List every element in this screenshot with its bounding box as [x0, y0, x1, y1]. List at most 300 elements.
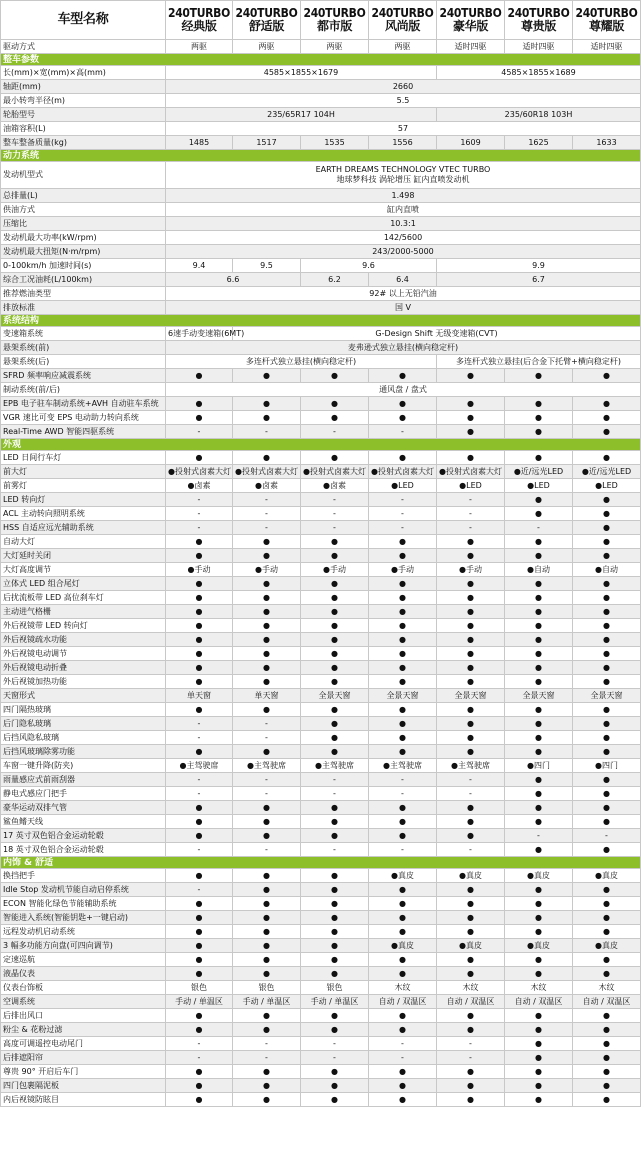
spec-cell: ● [505, 1009, 573, 1023]
spec-cell: ● [369, 619, 437, 633]
spec-cell: - [437, 773, 505, 787]
spec-cell: 1633 [573, 136, 641, 150]
spec-cell: ● [166, 1079, 233, 1093]
table-row [1, 1065, 641, 1079]
spec-cell: ● [573, 773, 641, 787]
spec-cell: - [166, 1051, 233, 1065]
row-label: ECON 智能化绿色节能辅助系统 [1, 897, 166, 911]
spec-cell: 手动 / 单温区 [233, 995, 301, 1009]
spec-cell: ● [437, 397, 505, 411]
spec-cell: ● [301, 967, 369, 981]
table-row [1, 245, 641, 259]
table-row [1, 633, 641, 647]
spec-cell: 235/60R18 103H [437, 108, 641, 122]
spec-cell: ●真皮 [369, 939, 437, 953]
spec-cell: - [301, 1037, 369, 1051]
spec-cell: ● [505, 451, 573, 465]
spec-cell: - [369, 1051, 437, 1065]
spec-cell: ● [505, 549, 573, 563]
section-header [1, 150, 641, 162]
row-label: EPB 电子驻车制动系统+AVH 自动驻车系统 [1, 397, 166, 411]
spec-cell: ● [573, 411, 641, 425]
spec-cell: ● [233, 549, 301, 563]
spec-cell: ● [233, 397, 301, 411]
row-label: 发动机最大扭矩(N·m/rpm) [1, 245, 166, 259]
section-title: 内饰 & 舒适 [1, 857, 641, 869]
spec-cell: ●投射式卤素大灯 [301, 465, 369, 479]
spec-cell: - [369, 773, 437, 787]
row-label: 发动机型式 [1, 162, 166, 189]
table-row [1, 925, 641, 939]
spec-cell: 缸内直喷 [166, 203, 641, 217]
spec-cell: ● [573, 591, 641, 605]
row-label: 高度可调遥控电动尾门 [1, 1037, 166, 1051]
row-label: HSS 自适应远光辅助系统 [1, 521, 166, 535]
spec-cell: - [166, 773, 233, 787]
spec-cell: ● [437, 703, 505, 717]
table-row [1, 911, 641, 925]
spec-cell: 全景天窗 [369, 689, 437, 703]
row-label: 空调系统 [1, 995, 166, 1009]
table-row [1, 507, 641, 521]
spec-cell: - [166, 731, 233, 745]
spec-cell: - [301, 493, 369, 507]
spec-cell: ● [301, 939, 369, 953]
spec-cell: - [437, 493, 505, 507]
table-row [1, 273, 641, 287]
model-header: 240TURBO 尊耀版 [573, 1, 641, 40]
spec-cell: ● [505, 591, 573, 605]
spec-cell: - [369, 843, 437, 857]
row-label: 液晶仪表 [1, 967, 166, 981]
spec-cell: ● [233, 745, 301, 759]
table-row [1, 80, 641, 94]
spec-cell: ● [573, 731, 641, 745]
spec-cell: ● [369, 703, 437, 717]
spec-cell: ● [233, 605, 301, 619]
spec-cell: 1.498 [166, 189, 641, 203]
spec-cell: ●手动 [233, 563, 301, 577]
spec-cell: ● [369, 411, 437, 425]
row-label: 0-100km/h 加速时间(s) [1, 259, 166, 273]
table-row [1, 1023, 641, 1037]
spec-cell: ● [437, 675, 505, 689]
spec-cell: - [369, 425, 437, 439]
spec-cell: ● [573, 703, 641, 717]
spec-cell: - [233, 773, 301, 787]
row-label: 后排出风口 [1, 1009, 166, 1023]
spec-cell: ● [301, 411, 369, 425]
spec-cell: 多连杆式独立悬挂(后合金下托臂+横向稳定杆) [437, 355, 641, 369]
row-label: 立体式 LED 组合尾灯 [1, 577, 166, 591]
spec-cell: ● [369, 549, 437, 563]
spec-cell: ● [505, 1023, 573, 1037]
table-row [1, 953, 641, 967]
spec-cell: ● [233, 953, 301, 967]
spec-cell: ● [301, 897, 369, 911]
spec-cell: ● [166, 451, 233, 465]
spec-cell: 142/5600 [166, 231, 641, 245]
spec-cell: ● [573, 647, 641, 661]
table-row [1, 563, 641, 577]
spec-cell: ● [301, 451, 369, 465]
spec-cell: ● [505, 1037, 573, 1051]
spec-cell: ● [166, 829, 233, 843]
spec-cell: ● [437, 731, 505, 745]
spec-cell: ● [437, 1009, 505, 1023]
spec-cell: ● [437, 967, 505, 981]
row-label: 自动大灯 [1, 535, 166, 549]
spec-cell: ● [505, 801, 573, 815]
spec-cell: ● [573, 605, 641, 619]
spec-cell: - [233, 717, 301, 731]
spec-cell: ● [369, 397, 437, 411]
row-label: 排放标准 [1, 301, 166, 315]
row-label: 车窗一键升降(防夹) [1, 759, 166, 773]
table-row [1, 301, 641, 315]
spec-cell: 235/65R17 104H [166, 108, 437, 122]
table-row [1, 383, 641, 397]
spec-cell: ● [505, 397, 573, 411]
section-title: 动力系统 [1, 150, 641, 162]
spec-cell: ●LED [369, 479, 437, 493]
model-header: 240TURBO 都市版 [301, 1, 369, 40]
spec-cell: 适时四驱 [437, 40, 505, 54]
spec-cell: ● [369, 1009, 437, 1023]
row-label: 鲨鱼鳍天线 [1, 815, 166, 829]
spec-cell: ● [369, 633, 437, 647]
spec-cell: ● [437, 897, 505, 911]
spec-cell: 全景天窗 [573, 689, 641, 703]
spec-cell: ● [233, 591, 301, 605]
spec-cell: ● [437, 925, 505, 939]
spec-cell: EARTH DREAMS TECHNOLOGY VTEC TURBO 地球梦科技 涡轮增压 缸内直喷发动机 [166, 162, 641, 189]
table-row [1, 801, 641, 815]
table-row [1, 327, 641, 341]
spec-cell: ● [166, 535, 233, 549]
spec-cell: ● [505, 661, 573, 675]
table-row [1, 787, 641, 801]
spec-cell: ● [369, 801, 437, 815]
spec-cell: ●真皮 [573, 939, 641, 953]
spec-cell: ● [573, 633, 641, 647]
spec-cell: ● [505, 605, 573, 619]
spec-cell: 自动 / 双温区 [505, 995, 573, 1009]
spec-cell: ● [505, 843, 573, 857]
spec-cell: ● [233, 883, 301, 897]
spec-cell: ● [505, 953, 573, 967]
table-row [1, 479, 641, 493]
spec-cell: ● [301, 619, 369, 633]
spec-cell: 5.5 [166, 94, 641, 108]
table-row [1, 759, 641, 773]
spec-cell: ●真皮 [369, 869, 437, 883]
spec-cell: ●LED [573, 479, 641, 493]
spec-cell: ● [166, 925, 233, 939]
model-header: 240TURBO 舒适版 [233, 1, 301, 40]
spec-cell: 木纹 [369, 981, 437, 995]
spec-cell: 9.5 [233, 259, 301, 273]
spec-cell: ● [166, 577, 233, 591]
table-row [1, 108, 641, 122]
spec-body [1, 40, 641, 1107]
row-label: 轮胎型号 [1, 108, 166, 122]
table-row [1, 1009, 641, 1023]
spec-cell: ● [166, 967, 233, 981]
spec-cell: 银色 [233, 981, 301, 995]
spec-cell: ● [166, 675, 233, 689]
table-row [1, 815, 641, 829]
spec-cell: ● [437, 883, 505, 897]
spec-cell: ●真皮 [505, 869, 573, 883]
spec-cell: 自动 / 双温区 [573, 995, 641, 1009]
spec-cell: - [233, 1051, 301, 1065]
spec-cell: ● [369, 717, 437, 731]
spec-cell: - [301, 507, 369, 521]
spec-cell: ● [505, 773, 573, 787]
row-label: 变速箱系统 [1, 327, 166, 341]
spec-cell: ● [573, 619, 641, 633]
spec-cell: ● [166, 633, 233, 647]
spec-cell: 木纹 [437, 981, 505, 995]
spec-cell: ● [166, 815, 233, 829]
spec-cell: ● [573, 507, 641, 521]
spec-cell: ●真皮 [505, 939, 573, 953]
spec-cell: - [437, 1037, 505, 1051]
spec-cell: ● [505, 411, 573, 425]
section-title: 整车参数 [1, 54, 641, 66]
spec-cell: ● [505, 1051, 573, 1065]
table-row [1, 897, 641, 911]
spec-cell: 6速手动变速箱(6MT) [166, 327, 233, 341]
spec-cell: ● [301, 661, 369, 675]
table-row [1, 136, 641, 150]
spec-cell: ● [233, 1065, 301, 1079]
spec-cell: ● [369, 1079, 437, 1093]
spec-cell: ● [233, 703, 301, 717]
row-label: 四门包裹隔泥板 [1, 1079, 166, 1093]
spec-cell: ● [573, 911, 641, 925]
row-label: 驱动方式 [1, 40, 166, 54]
row-label: 外后视镜带 LED 转向灯 [1, 619, 166, 633]
section-header [1, 54, 641, 66]
spec-cell: ● [233, 925, 301, 939]
spec-cell: - [166, 883, 233, 897]
spec-cell: ● [166, 745, 233, 759]
spec-cell: ●近/远光LED [573, 465, 641, 479]
spec-cell: ● [166, 397, 233, 411]
spec-cell: ● [301, 883, 369, 897]
spec-cell: 57 [166, 122, 641, 136]
spec-cell: 两驱 [369, 40, 437, 54]
table-row [1, 967, 641, 981]
spec-cell: 银色 [301, 981, 369, 995]
spec-cell: ● [301, 1093, 369, 1107]
row-label: 悬架系统(前) [1, 341, 166, 355]
row-label: 前大灯 [1, 465, 166, 479]
spec-cell: ● [301, 675, 369, 689]
spec-cell: ● [505, 1065, 573, 1079]
row-label: 综合工况油耗(L/100km) [1, 273, 166, 287]
spec-cell: 1535 [301, 136, 369, 150]
row-label: 豪华运动双排气管 [1, 801, 166, 815]
spec-cell: ● [166, 661, 233, 675]
spec-cell: ●LED [437, 479, 505, 493]
spec-cell: ● [437, 745, 505, 759]
spec-cell: ● [505, 745, 573, 759]
table-row [1, 745, 641, 759]
spec-cell: 1625 [505, 136, 573, 150]
row-label: 后挡风隐私玻璃 [1, 731, 166, 745]
row-label: Idle Stop 发动机节能自动启停系统 [1, 883, 166, 897]
row-label: 轴距(mm) [1, 80, 166, 94]
table-row [1, 773, 641, 787]
spec-cell: - [301, 787, 369, 801]
spec-cell: ● [505, 675, 573, 689]
spec-cell: ● [437, 619, 505, 633]
spec-cell: ● [233, 897, 301, 911]
spec-cell: ● [166, 939, 233, 953]
spec-cell: ● [369, 1065, 437, 1079]
row-label: 外后视镜电动调节 [1, 647, 166, 661]
spec-cell: ●主驾驶席 [166, 759, 233, 773]
spec-cell: ● [301, 829, 369, 843]
spec-cell: - [166, 521, 233, 535]
spec-cell: - [166, 843, 233, 857]
spec-cell: ● [166, 953, 233, 967]
spec-cell: - [437, 1051, 505, 1065]
table-row [1, 689, 641, 703]
row-label: 仪表台饰板 [1, 981, 166, 995]
row-label: 供油方式 [1, 203, 166, 217]
spec-cell: ●卤素 [233, 479, 301, 493]
spec-cell: - [301, 773, 369, 787]
spec-cell: ● [573, 953, 641, 967]
spec-cell: ●手动 [369, 563, 437, 577]
table-row [1, 717, 641, 731]
table-row [1, 535, 641, 549]
table-row [1, 647, 641, 661]
spec-cell: 92# 以上无铅汽油 [166, 287, 641, 301]
row-label: 后门隐私玻璃 [1, 717, 166, 731]
spec-cell: - [166, 507, 233, 521]
spec-cell: ● [233, 939, 301, 953]
spec-cell: ● [505, 883, 573, 897]
row-label: 尊贵 90° 开启后车门 [1, 1065, 166, 1079]
spec-cell: ● [369, 605, 437, 619]
spec-cell: ● [233, 619, 301, 633]
spec-cell: ● [301, 369, 369, 383]
spec-cell: ● [369, 967, 437, 981]
spec-cell: ● [505, 897, 573, 911]
spec-cell: ● [301, 1009, 369, 1023]
section-title: 外观 [1, 439, 641, 451]
row-label: Real-Time AWD 智能四驱系统 [1, 425, 166, 439]
spec-cell: ● [301, 953, 369, 967]
spec-cell: - [369, 493, 437, 507]
table-row [1, 451, 641, 465]
spec-cell: ● [573, 815, 641, 829]
spec-cell: ● [233, 633, 301, 647]
spec-cell: 单天窗 [233, 689, 301, 703]
spec-cell: ● [505, 425, 573, 439]
spec-cell: - [233, 787, 301, 801]
spec-cell: ● [301, 703, 369, 717]
spec-cell: ● [505, 369, 573, 383]
spec-cell: ● [166, 647, 233, 661]
row-label: 后扰流板带 LED 高位刹车灯 [1, 591, 166, 605]
spec-cell: 麦弗逊式独立悬挂(横向稳定杆) [166, 341, 641, 355]
spec-cell: ●投射式卤素大灯 [437, 465, 505, 479]
table-row [1, 577, 641, 591]
spec-cell: - [166, 717, 233, 731]
spec-cell: 两驱 [166, 40, 233, 54]
spec-cell: - [437, 507, 505, 521]
table-row [1, 189, 641, 203]
spec-cell: ●主驾驶席 [301, 759, 369, 773]
table-row [1, 341, 641, 355]
model-header: 240TURBO 经典版 [166, 1, 233, 40]
spec-cell: 单天窗 [166, 689, 233, 703]
spec-cell: ● [573, 1065, 641, 1079]
table-row [1, 1079, 641, 1093]
row-label: 制动系统(前/后) [1, 383, 166, 397]
row-label: 智能进入系统(智能钥匙+一键启动) [1, 911, 166, 925]
spec-cell: ● [233, 869, 301, 883]
spec-cell: ● [505, 911, 573, 925]
spec-cell: 1485 [166, 136, 233, 150]
spec-cell: - [166, 425, 233, 439]
spec-cell: ● [573, 1051, 641, 1065]
spec-cell: ● [573, 787, 641, 801]
row-label: LED 转向灯 [1, 493, 166, 507]
spec-cell: ● [166, 911, 233, 925]
spec-cell: ● [437, 535, 505, 549]
spec-cell: ●手动 [437, 563, 505, 577]
table-row [1, 217, 641, 231]
table-row [1, 675, 641, 689]
spec-cell: ● [301, 647, 369, 661]
spec-cell: ● [233, 967, 301, 981]
spec-cell: 自动 / 双温区 [437, 995, 505, 1009]
spec-cell: ● [505, 493, 573, 507]
spec-cell: 9.9 [437, 259, 641, 273]
spec-cell: - [301, 1051, 369, 1065]
table-row [1, 122, 641, 136]
row-label: 天窗形式 [1, 689, 166, 703]
spec-cell: ● [233, 369, 301, 383]
row-label: 后排遮阳帘 [1, 1051, 166, 1065]
spec-cell: 1556 [369, 136, 437, 150]
spec-cell: ●真皮 [573, 869, 641, 883]
spec-cell: ● [437, 451, 505, 465]
spec-cell: ● [505, 815, 573, 829]
row-label: 大灯延时关闭 [1, 549, 166, 563]
row-label: 18 英寸双色铝合金运动轮毂 [1, 843, 166, 857]
spec-cell: 全景天窗 [437, 689, 505, 703]
row-label: 雨量感应式前雨刮器 [1, 773, 166, 787]
table-row [1, 939, 641, 953]
spec-cell: ● [233, 815, 301, 829]
row-label: 悬架系统(后) [1, 355, 166, 369]
spec-cell: 国 V [166, 301, 641, 315]
spec-cell: ●主驾驶席 [437, 759, 505, 773]
model-header: 240TURBO 尊贵版 [505, 1, 573, 40]
spec-cell: - [233, 425, 301, 439]
spec-cell: ● [301, 731, 369, 745]
table-row [1, 1093, 641, 1107]
spec-cell: ● [505, 633, 573, 647]
